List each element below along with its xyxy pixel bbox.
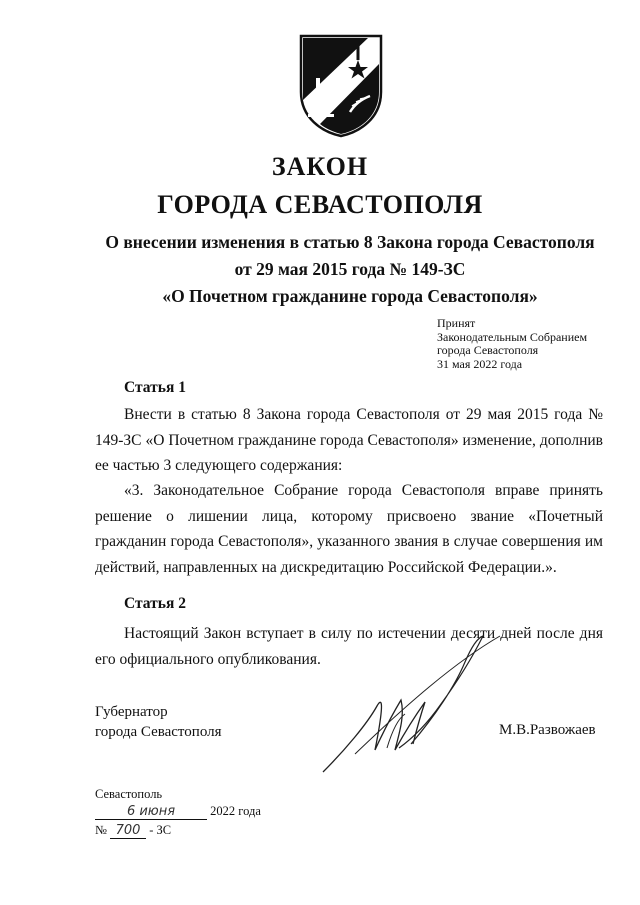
city-title: ГОРОДА СЕВАСТОПОЛЯ bbox=[157, 190, 483, 219]
footer-number-line bbox=[95, 823, 171, 839]
law-number-handwritten: 700 bbox=[110, 823, 146, 839]
governor-title-line-1: Губернатор bbox=[95, 704, 168, 720]
subtitle-line-3: «О Почетном гражданине города Севастополя» bbox=[162, 286, 538, 306]
footer-city: Севастополь bbox=[95, 787, 163, 801]
adoption-note bbox=[437, 317, 587, 371]
adoption-date: 31 мая 2022 года bbox=[437, 356, 523, 371]
subtitle-line-1: О внесении изменения в статью 8 Закона города Севастополя bbox=[105, 232, 595, 252]
footer-date-line bbox=[95, 804, 261, 820]
article-2-paragraph-1: Настоящий Закон вступает в силу по истечении десяти дней после дня его официального опубликования. bbox=[95, 625, 603, 668]
signing-year: 2022 года bbox=[210, 804, 261, 818]
governor-signature-icon bbox=[315, 632, 515, 782]
article-1-paragraph-2: «3. Законодательное Собрание города Севастополя вправе принять решение о лишении лица, которому присвоено звание «Почетный гражданин города Севастополя», указанного звания в случае совершения им действий, направленных на дискредитацию Российской Федерации.». bbox=[95, 482, 603, 576]
sevastopol-coat-of-arms-icon bbox=[298, 34, 384, 138]
number-suffix: - ЗС bbox=[149, 823, 172, 837]
adoption-line: города Севастополя bbox=[437, 343, 539, 357]
subtitle-line-2: от 29 мая 2015 года № 149-ЗС bbox=[234, 259, 466, 279]
signing-date-handwritten: 6 июня bbox=[95, 804, 207, 820]
adoption-line: Законодательным Собранием bbox=[437, 329, 588, 344]
article-1-paragraph-1: Внести в статью 8 Закона города Севастополя от 29 мая 2015 года № 149-ЗС «О Почетном гражданине города Севастополя» изменение, дополнив ее частью 3 следующего содержания: bbox=[95, 406, 603, 474]
adoption-line: Принят bbox=[437, 316, 476, 330]
governor-title bbox=[95, 702, 222, 742]
number-prefix: № bbox=[95, 823, 107, 837]
document-type-title: ЗАКОН bbox=[271, 152, 369, 181]
governor-title-line-2: города Севастополя bbox=[95, 724, 222, 740]
governor-name: М.В.Развожаев bbox=[499, 722, 596, 738]
article-2-heading: Статья 2 bbox=[124, 595, 186, 612]
article-1-heading: Статья 1 bbox=[124, 379, 186, 396]
